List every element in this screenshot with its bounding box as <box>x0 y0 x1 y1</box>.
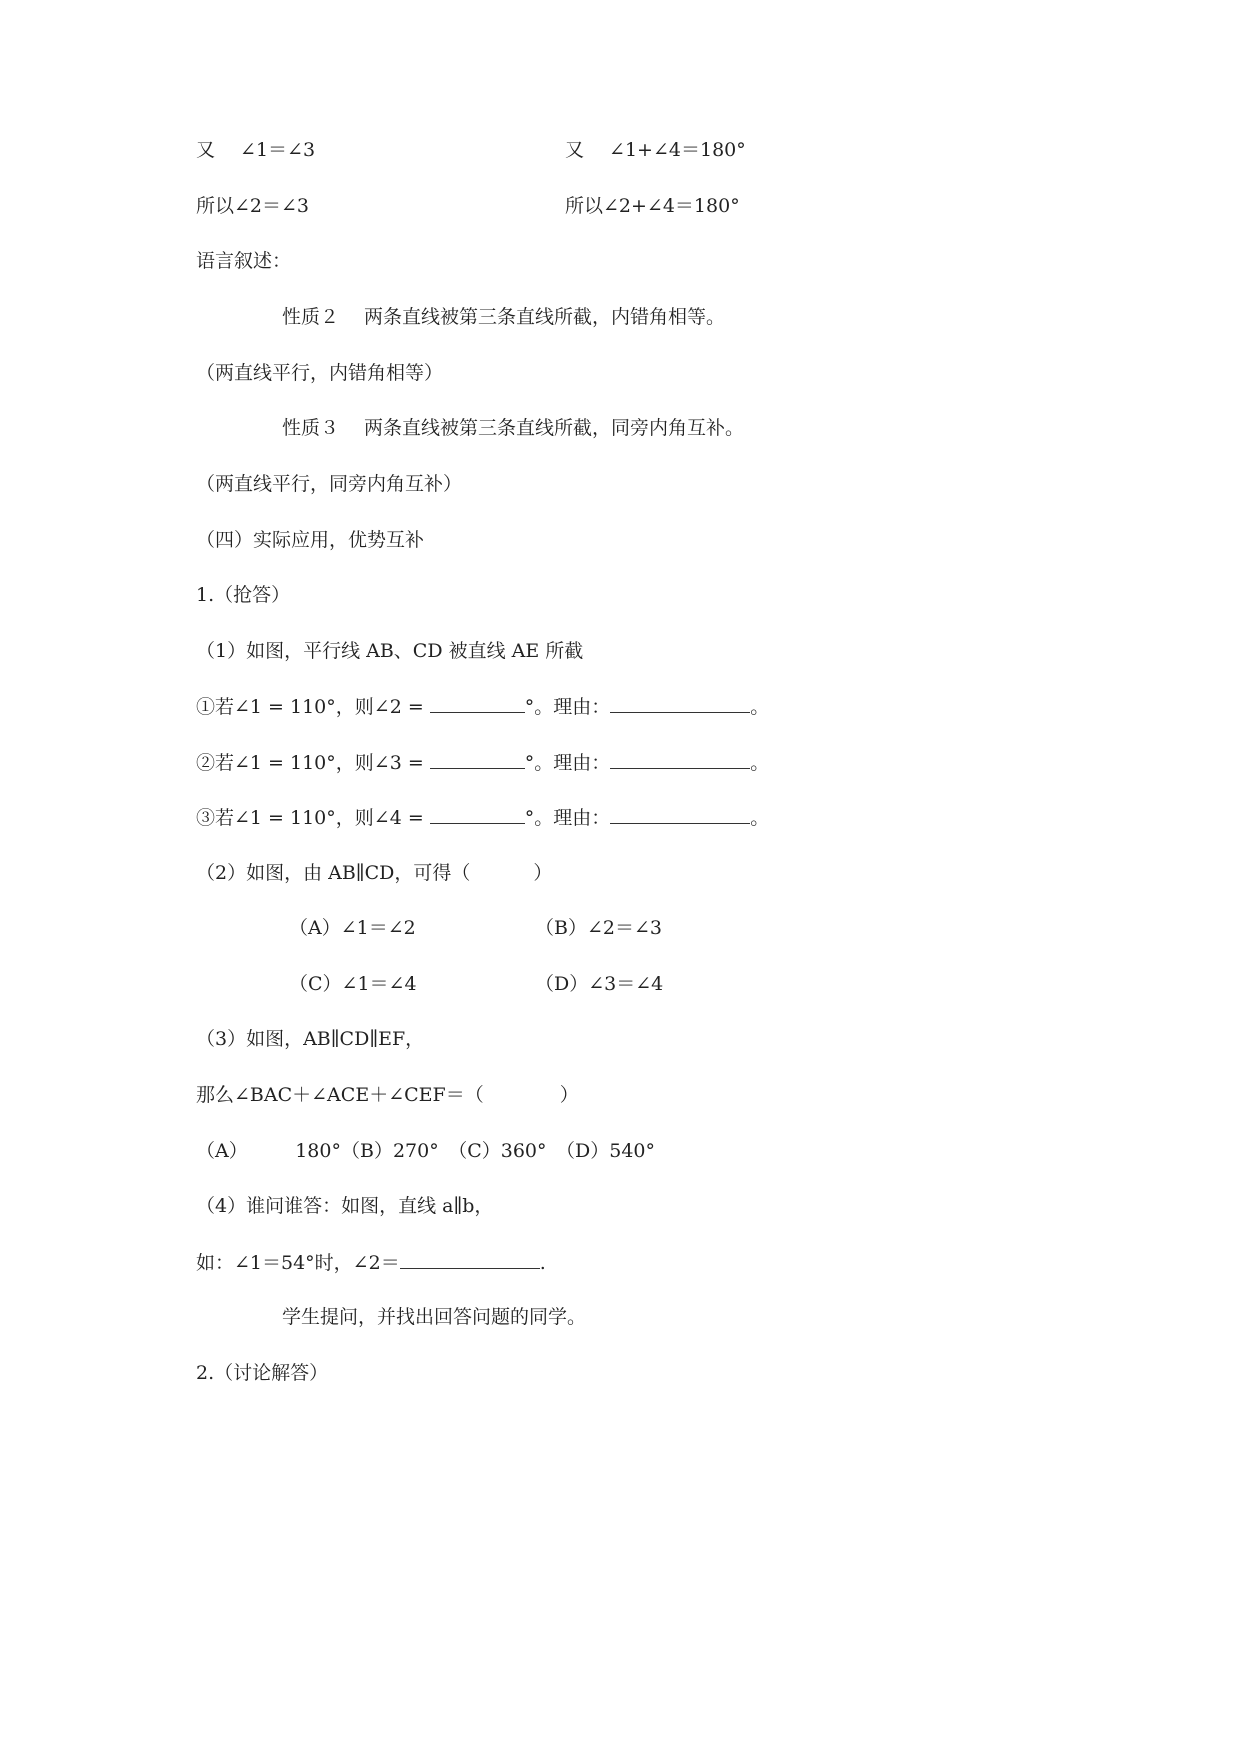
reason-blank-1[interactable] <box>610 694 750 713</box>
answer-blank-angle3[interactable] <box>430 750 525 769</box>
item-3-mid: °。理由： <box>524 807 611 829</box>
property-3-short: （两直线平行，同旁内角互补） <box>196 473 463 495</box>
item-2-prefix: ②若∠1 = 110°，则∠3 = <box>196 752 430 774</box>
reason-blank-3[interactable] <box>610 805 750 824</box>
item-3-end: 。 <box>750 807 770 829</box>
option-a[interactable]: （A）∠1＝∠2 <box>289 917 416 939</box>
question-1-4-example <box>196 1250 546 1275</box>
option-c[interactable]: （C）∠1＝∠4 <box>289 973 417 995</box>
question-1-3-options: （A） 180°（B）270° （C）360° （D）540° <box>196 1140 656 1162</box>
reason-blank-2[interactable] <box>610 750 750 769</box>
question-1-1-item-2 <box>196 750 769 775</box>
row-therefore-angle2-plus-angle4: 所以∠2+∠4＝180° <box>565 195 740 217</box>
question-1-3-stem: （3）如图，AB∥CD∥EF， <box>196 1028 425 1050</box>
answer-blank-angle2[interactable] <box>430 694 525 713</box>
example-end: . <box>539 1252 546 1274</box>
item-1-prefix: ①若∠1 = 110°，则∠2 = <box>196 696 430 718</box>
question-1-4-stem: （4）谁问谁答：如图，直线 a∥b， <box>196 1195 494 1217</box>
item-2-end: 。 <box>750 752 770 774</box>
row-therefore-angle2-eq-angle3: 所以∠2＝∠3 <box>196 195 310 217</box>
item-1-end: 。 <box>750 696 770 718</box>
section-heading-application: （四）实际应用，优势互补 <box>196 529 425 551</box>
question-1-heading: 1.（抢答） <box>196 584 291 606</box>
item-1-mid: °。理由： <box>524 696 611 718</box>
student-activity-note: 学生提问，并找出回答问题的同学。 <box>282 1306 587 1328</box>
question-1-1-stem: （1）如图，平行线 AB、CD 被直线 AE 所截 <box>196 640 584 662</box>
question-1-2-stem: （2）如图，由 AB∥CD，可得（ ） <box>196 862 553 884</box>
question-1-1-item-1 <box>196 694 769 719</box>
answer-blank-angle4[interactable] <box>430 805 525 824</box>
row-verbal-statement: 语言叙述： <box>196 250 292 272</box>
item-2-mid: °。理由： <box>524 752 611 774</box>
row-given-angle1-plus-angle4: 又 ∠1+∠4＝180° <box>565 139 746 161</box>
property-2-short: （两直线平行，内错角相等） <box>196 362 444 384</box>
item-3-prefix: ③若∠1 = 110°，则∠4 = <box>196 807 430 829</box>
property-3: 性质３ 两条直线被第三条直线所截，同旁内角互补。 <box>282 417 745 439</box>
answer-blank-angle2-example[interactable] <box>400 1250 540 1269</box>
question-1-1-item-3 <box>196 805 769 830</box>
row-given-angle1-eq-angle3: 又 ∠1＝∠3 <box>196 139 316 161</box>
option-b[interactable]: （B）∠2＝∠3 <box>535 917 662 939</box>
property-2: 性质２ 两条直线被第三条直线所截，内错角相等。 <box>282 306 726 328</box>
question-2-heading: 2.（讨论解答） <box>196 1362 329 1384</box>
example-prefix: 如：∠1＝54°时，∠2＝ <box>196 1252 400 1274</box>
option-d[interactable]: （D）∠3＝∠4 <box>535 973 664 995</box>
question-1-3-expression: 那么∠BAC＋∠ACE＋∠CEF＝（ ） <box>196 1084 579 1106</box>
